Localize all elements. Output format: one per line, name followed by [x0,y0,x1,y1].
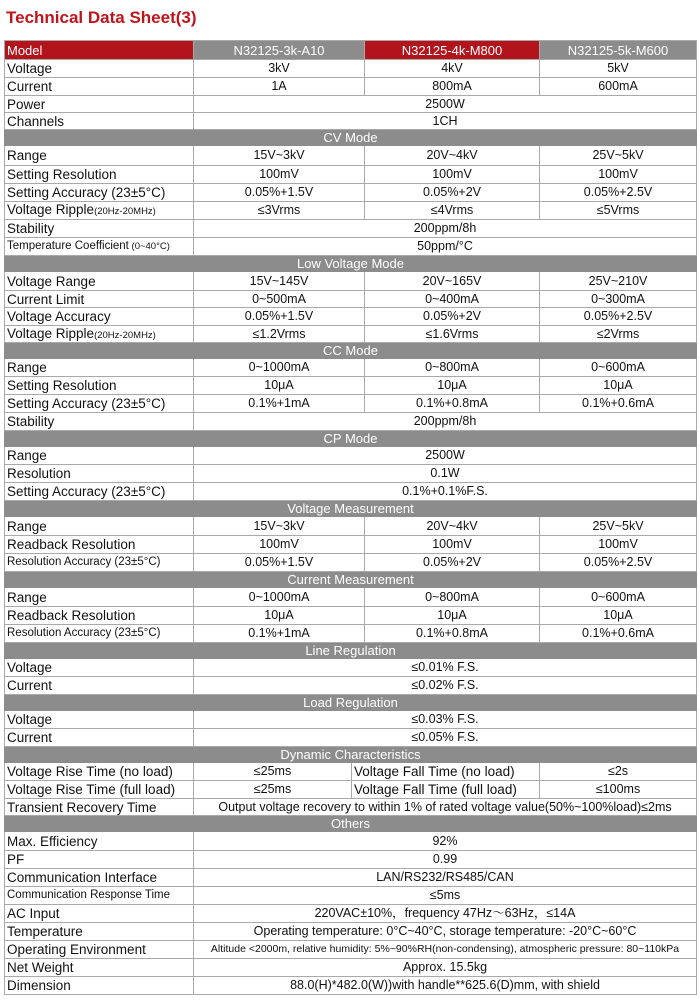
cell-value: 800mA [365,78,540,96]
cell-value: 88.0(H)*482.0(W))with handle**625.6(D)mm, with shield [194,977,697,995]
cell-value: ≤0.03% F.S. [194,711,697,729]
cell-value: 0.1%+0.8mA [365,395,540,413]
section-header [5,643,697,659]
section-header [5,501,697,517]
cell-value: 0.05%+2V [365,554,540,572]
row-label: Current [5,78,194,96]
row-label: Setting Resolution [5,377,194,395]
spec-row [5,711,697,729]
model-name: N32125-5k-M600 [540,41,697,60]
cell-value: 100mV [194,536,365,554]
row-label-text: Voltage Ripple [7,202,95,217]
section-header [5,431,697,447]
cell-value: ≤1.6Vrms [365,326,540,343]
cell-value: ≤25ms [194,763,352,781]
cell-value: 0.99 [194,851,697,869]
spec-row [5,377,697,395]
cell-value: 0~500mA [194,291,365,308]
cell-value: ≤5Vrms [540,202,697,220]
row-label: Stability [5,220,194,238]
cell-value: 10μA [194,607,365,625]
cell-value: 200ppm/8h [194,220,697,238]
cell-value: 0~1000mA [194,359,365,377]
spec-row [5,799,697,816]
cell-value: 25V~5kV [540,146,697,166]
row-label: Temperature [5,923,194,941]
spec-row [5,607,697,625]
row-label: Setting Accuracy (23±5°C) [5,483,194,501]
cell-value: 3kV [194,60,365,78]
cell-value: 0.05%+2.5V [540,308,697,326]
section-title: Line Regulation [5,643,697,659]
row-label: Range [5,517,194,536]
model-header-row [5,41,697,60]
cell-value: 1A [194,78,365,96]
section-title: Voltage Measurement [5,501,697,517]
section-title: CP Mode [5,431,697,447]
spec-row [5,588,697,607]
page-title: Technical Data Sheet(3) [6,8,197,27]
row-label: Dimension [5,977,194,995]
cell-value: 25V~5kV [540,517,697,536]
cell-value: 2500W [194,447,697,465]
cell-value: ≤3Vrms [194,202,365,220]
row-label: Communication Response Time [5,887,194,905]
spec-row [5,905,697,923]
row-label: Voltage [5,60,194,78]
section-header [5,816,697,832]
section-title: CC Mode [5,343,697,359]
cell-value: 0.1%+1mA [194,395,365,413]
row-label: Transient Recovery Time [5,799,194,816]
cell-value: 0.05%+2V [365,184,540,202]
row-label: Voltage [5,711,194,729]
cell-value: Approx. 15.5kg [194,959,697,977]
cell-value: 10μA [365,377,540,395]
spec-row [5,554,697,572]
spec-row [5,536,697,554]
spec-row [5,395,697,413]
spec-row [5,887,697,905]
cell-value: 100mV [540,166,697,184]
cell-value: ≤0.01% F.S. [194,659,697,677]
cell-value: 1CH [194,113,697,130]
model-label: Model [5,41,194,60]
spec-row [5,677,697,695]
spec-row [5,413,697,431]
row-label: Channels [5,113,194,130]
cell-value: ≤0.05% F.S. [194,729,697,747]
cell-value: 5kV [540,60,697,78]
cell-value: 100mV [194,166,365,184]
cell-value: 0~1000mA [194,588,365,607]
row-label: Current Limit [5,291,194,308]
cell-value: 10μA [365,607,540,625]
cell-value: 0.05%+2.5V [540,184,697,202]
cell-value: 0~800mA [365,588,540,607]
spec-row [5,113,697,130]
row-label: Voltage Rise Time (no load) [5,763,194,781]
row-label: Current [5,729,194,747]
cell-value: ≤1.2Vrms [194,326,365,343]
spec-row [5,517,697,536]
cell-value: ≤4Vrms [365,202,540,220]
row-label [5,326,194,343]
cell-value: 0.05%+1.5V [194,554,365,572]
row-label: Voltage Rise Time (full load) [5,781,194,799]
cell-value: 50ppm/°C [194,238,697,256]
cell-value: 600mA [540,78,697,96]
section-header [5,130,697,146]
row-label: Readback Resolution [5,607,194,625]
row-label: Voltage Fall Time (full load) [352,781,540,799]
cell-value: 0.1W [194,465,697,483]
spec-row [5,923,697,941]
spec-table [4,40,697,995]
row-label: Max. Efficiency [5,832,194,851]
row-label: Range [5,447,194,465]
row-label-text: Temperature Coefficient [7,240,129,252]
spec-row [5,166,697,184]
spec-row [5,447,697,465]
spec-row [5,959,697,977]
row-label: Resolution Accuracy (23±5°C) [5,554,194,572]
cell-value: 0~600mA [540,588,697,607]
row-label-note: (0~40°C) [128,241,170,252]
row-label: Range [5,588,194,607]
row-label: Operating Environment [5,941,194,959]
row-label [5,202,194,220]
cell-value: 15V~145V [194,272,365,291]
cell-value: ≤100ms [540,781,697,799]
model-name: N32125-3k-A10 [194,41,365,60]
cell-value: 20V~4kV [365,517,540,536]
cell-value: 100mV [540,536,697,554]
spec-row [5,625,697,643]
row-label: Setting Accuracy (23±5°C) [5,395,194,413]
cell-value: 4kV [365,60,540,78]
cell-value: 20V~4kV [365,146,540,166]
spec-row [5,941,697,959]
row-label: Current [5,677,194,695]
spec-row [5,326,697,343]
section-title: Dynamic Characteristics [5,747,697,763]
spec-row [5,146,697,166]
spec-row [5,869,697,887]
row-label [5,238,194,256]
spec-row [5,308,697,326]
cell-value: 0.1%+0.6mA [540,625,697,643]
spec-row [5,763,697,781]
cell-value: 15V~3kV [194,517,365,536]
cell-value: 200ppm/8h [194,413,697,431]
spec-row [5,483,697,501]
cell-value: 0~400mA [365,291,540,308]
spec-row [5,465,697,483]
cell-value: 0.05%+2V [365,308,540,326]
cell-value: 0.1%+1mA [194,625,365,643]
row-label: Resolution [5,465,194,483]
cell-value: 0.1%+0.6mA [540,395,697,413]
row-label: Voltage Fall Time (no load) [352,763,540,781]
cell-value: 10μA [540,377,697,395]
cell-value: 25V~210V [540,272,697,291]
cell-value: Altitude <2000m, relative humidity: 5%~90%RH(non-condensing), atmospheric pressure: 80~110kPa [194,941,697,959]
row-label: Voltage Accuracy [5,308,194,326]
spec-row [5,832,697,851]
section-header [5,572,697,588]
cell-value: 100mV [365,536,540,554]
section-header [5,695,697,711]
spec-row [5,96,697,113]
row-label: Power [5,96,194,113]
section-header [5,343,697,359]
cell-value: ≤2Vrms [540,326,697,343]
row-label: Communication Interface [5,869,194,887]
row-label: AC Input [5,905,194,923]
row-label: PF [5,851,194,869]
row-label-note: (20Hz-20MHz) [94,206,156,217]
cell-value: 15V~3kV [194,146,365,166]
cell-value: 0.1%+0.8mA [365,625,540,643]
section-title: Load Regulation [5,695,697,711]
row-label: Readback Resolution [5,536,194,554]
spec-row [5,781,697,799]
spec-row [5,851,697,869]
spec-row [5,202,697,220]
cell-value: 0~800mA [365,359,540,377]
spec-row [5,60,697,78]
section-header [5,256,697,272]
cell-value: Operating temperature: 0°C~40°C, storage temperature: -20°C~60°C [194,923,697,941]
cell-value: 0.1%+0.1%F.S. [194,483,697,501]
cell-value: ≤25ms [194,781,352,799]
row-label-note: (20Hz-20MHz) [94,329,156,341]
spec-row [5,359,697,377]
section-title: CV Mode [5,130,697,146]
row-label-text: Voltage Ripple [7,325,95,341]
cell-value: 2500W [194,96,697,113]
cell-value: Output voltage recovery to within 1% of rated voltage value(50%~100%load)≤2ms [194,799,697,816]
row-label: Setting Accuracy (23±5°C) [5,184,194,202]
section-title: Current Measurement [5,572,697,588]
cell-value: 20V~165V [365,272,540,291]
model-name: N32125-4k-M800 [365,41,540,60]
spec-row [5,729,697,747]
row-label: Voltage Range [5,272,194,291]
cell-value: LAN/RS232/RS485/CAN [194,869,697,887]
cell-value: 0.05%+1.5V [194,184,365,202]
row-label: Setting Resolution [5,166,194,184]
spec-row [5,184,697,202]
cell-value: 10μA [540,607,697,625]
cell-value: 0.05%+2.5V [540,554,697,572]
cell-value: ≤0.02% F.S. [194,677,697,695]
cell-value: ≤2s [540,763,697,781]
spec-row [5,238,697,256]
row-label: Net Weight [5,959,194,977]
section-title: Low Voltage Mode [5,256,697,272]
cell-value: 0~300mA [540,291,697,308]
row-label: Resolution Accuracy (23±5°C) [5,625,194,643]
cell-value: 92% [194,832,697,851]
spec-row [5,291,697,308]
row-label: Range [5,359,194,377]
row-label: Range [5,146,194,166]
spec-row [5,977,697,995]
row-label: Voltage [5,659,194,677]
section-title: Others [5,816,697,832]
cell-value: ≤5ms [194,887,697,905]
spec-row [5,78,697,96]
cell-value: 220VAC±10%，frequency 47Hz～63Hz，≤14A [194,905,697,923]
row-label: Stability [5,413,194,431]
cell-value: 10μA [194,377,365,395]
cell-value: 0~600mA [540,359,697,377]
spec-row [5,659,697,677]
section-header [5,747,697,763]
spec-row [5,220,697,238]
cell-value: 0.05%+1.5V [194,308,365,326]
spec-row [5,272,697,291]
cell-value: 100mV [365,166,540,184]
